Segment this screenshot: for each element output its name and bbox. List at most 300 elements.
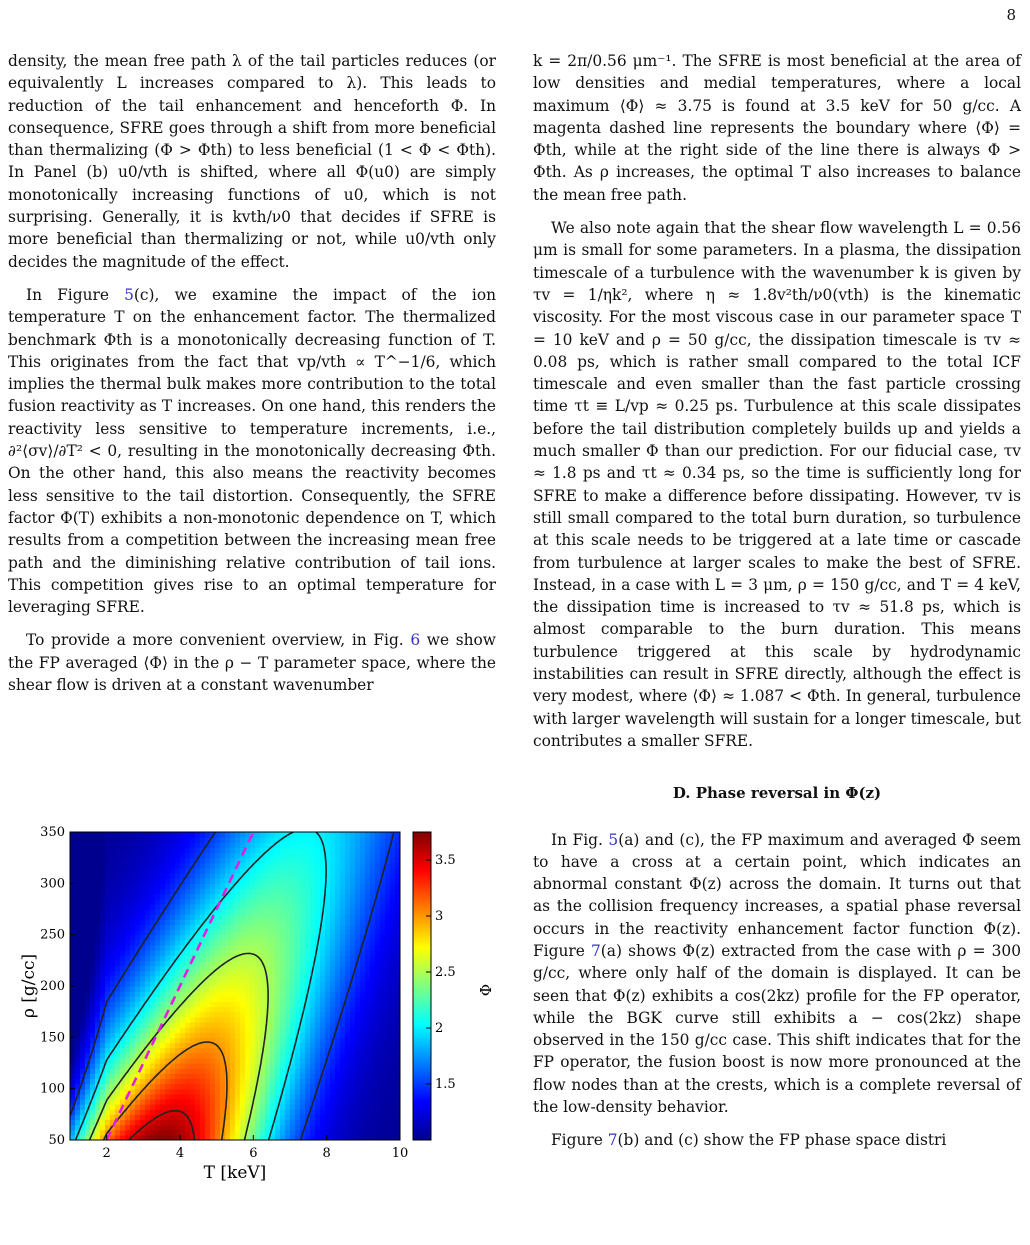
heatmap-cell <box>115 965 121 971</box>
heatmap-cell <box>330 1058 336 1064</box>
heatmap-cell <box>195 888 201 894</box>
heatmap-cell <box>315 1125 321 1131</box>
heatmap-cell <box>365 960 371 966</box>
heatmap-cell <box>130 1125 136 1131</box>
heatmap-cell <box>265 1109 271 1115</box>
heatmap-cell <box>320 1058 326 1064</box>
heatmap-cell <box>70 863 76 869</box>
heatmap-cell <box>360 1084 366 1090</box>
heatmap-cell <box>210 1001 216 1007</box>
heatmap-cell <box>225 904 231 910</box>
heatmap-cell <box>120 832 126 838</box>
heatmap-cell <box>150 873 156 879</box>
heatmap-cell <box>355 981 361 987</box>
heatmap-cell <box>255 899 261 905</box>
heatmap-cell <box>95 888 101 894</box>
heatmap-cell <box>325 1099 331 1105</box>
heatmap-cell <box>175 930 181 936</box>
heatmap-cell <box>155 950 161 956</box>
heatmap-cell <box>90 996 96 1002</box>
heatmap-cell <box>70 1068 76 1074</box>
heatmap-cell <box>265 924 271 930</box>
heatmap-cell <box>310 1078 316 1084</box>
heatmap-cell <box>325 945 331 951</box>
heatmap-cell <box>335 1084 341 1090</box>
heatmap-cell <box>315 1073 321 1079</box>
heatmap-cell <box>310 858 316 864</box>
heatmap-cell <box>360 976 366 982</box>
heatmap-cell <box>195 971 201 977</box>
heatmap-cell <box>365 909 371 915</box>
heatmap-cell <box>225 1017 231 1023</box>
heatmap-cell <box>240 899 246 905</box>
heatmap-cell <box>70 950 76 956</box>
heatmap-cell <box>260 935 266 941</box>
heatmap-cell <box>270 1017 276 1023</box>
heatmap-cell <box>370 1001 376 1007</box>
heatmap-cell <box>320 1001 326 1007</box>
heatmap-cell <box>70 960 76 966</box>
heatmap-cell <box>325 971 331 977</box>
heatmap-cell <box>280 914 286 920</box>
heatmap-cell <box>350 1109 356 1115</box>
heatmap-cell <box>230 1104 236 1110</box>
heatmap-cell <box>145 888 151 894</box>
heatmap-cell <box>245 1037 251 1043</box>
heatmap-cell <box>210 945 216 951</box>
heatmap-cell <box>110 847 116 853</box>
heatmap-cell <box>320 976 326 982</box>
heatmap-cell <box>205 878 211 884</box>
heatmap-cell <box>310 986 316 992</box>
heatmap-cell <box>365 1048 371 1054</box>
heatmap-cell <box>225 832 231 838</box>
heatmap-cell <box>270 914 276 920</box>
heatmap-cell <box>280 1032 286 1038</box>
heatmap-cell <box>275 863 281 869</box>
heatmap-cell <box>375 924 381 930</box>
heatmap-cell <box>280 945 286 951</box>
heatmap-cell <box>350 894 356 900</box>
heatmap-cell <box>335 1007 341 1013</box>
heatmap-cell <box>330 883 336 889</box>
heatmap-cell <box>115 1048 121 1054</box>
heatmap-cell <box>245 991 251 997</box>
heatmap-cell <box>275 899 281 905</box>
heatmap-cell <box>305 883 311 889</box>
heatmap-cell <box>195 837 201 843</box>
heatmap-cell <box>120 919 126 925</box>
heatmap-cell <box>320 981 326 987</box>
heatmap-cell <box>215 909 221 915</box>
heatmap-cell <box>335 914 341 920</box>
heatmap-cell <box>135 858 141 864</box>
heatmap-cell <box>305 1063 311 1069</box>
heatmap-cell <box>225 1007 231 1013</box>
paragraph: density, the mean free path λ of the tail particles reduces (or equivalently L increases compared to λ). This leads to reduction of the tail enhancement and henceforth Φ. In consequence, SFRE goes through a shift from more beneficial than thermalizing (Φ > Φth) to less beneficial (1 < Φ < Φth). In Panel (b) u0/vth is shifted, where all Φ(u0) are simply monotonically increasing functions of u0, which is not surprising. Generally, it is kvth/ν0 that decides if SFRE is more beneficial than thermalizing or not, while u0/vth only decides the magnitude of the effect. <box>8 52 496 271</box>
heatmap-cell <box>260 832 266 838</box>
heatmap-cell <box>175 878 181 884</box>
heatmap-cell <box>110 960 116 966</box>
heatmap-cell <box>70 1012 76 1018</box>
heatmap-cell <box>235 1053 241 1059</box>
heatmap-cell <box>275 1073 281 1079</box>
heatmap-cell <box>110 919 116 925</box>
heatmap-cell <box>165 878 171 884</box>
heatmap-cell <box>90 1032 96 1038</box>
heatmap-cell <box>130 858 136 864</box>
heatmap-cell <box>200 899 206 905</box>
heatmap-cell <box>355 1022 361 1028</box>
heatmap-cell <box>120 1022 126 1028</box>
heatmap-cell <box>370 1099 376 1105</box>
heatmap-cell <box>335 1073 341 1079</box>
heatmap-cell <box>355 1109 361 1115</box>
heatmap-cell <box>335 888 341 894</box>
heatmap-cell <box>80 1001 86 1007</box>
heatmap-cell <box>225 965 231 971</box>
heatmap-cell <box>335 1078 341 1084</box>
heatmap-cell <box>335 847 341 853</box>
heatmap-cell <box>370 842 376 848</box>
heatmap-cell <box>280 894 286 900</box>
heatmap-cell <box>140 1073 146 1079</box>
heatmap-cell <box>240 996 246 1002</box>
figure-ref-link[interactable]: 7 <box>590 941 601 960</box>
heatmap-cell <box>145 1114 151 1120</box>
heatmap-cell <box>385 940 391 946</box>
heatmap-cell <box>205 1042 211 1048</box>
heatmap-cell <box>240 883 246 889</box>
heatmap-cell <box>320 986 326 992</box>
heatmap-cell <box>115 883 121 889</box>
heatmap-cell <box>140 1114 146 1120</box>
heatmap-cell <box>325 1012 331 1018</box>
heatmap-cell <box>385 837 391 843</box>
figure-ref-link[interactable]: 6 <box>410 631 421 650</box>
heatmap-cell <box>215 832 221 838</box>
heatmap-cell <box>325 935 331 941</box>
heatmap-cell <box>170 1048 176 1054</box>
heatmap-cell <box>145 1027 151 1033</box>
heatmap-cell <box>255 1017 261 1023</box>
heatmap-cell <box>280 1058 286 1064</box>
heatmap-cell <box>255 1114 261 1120</box>
heatmap-cell <box>295 832 301 838</box>
heatmap-cell <box>140 914 146 920</box>
heatmap-cell <box>80 976 86 982</box>
heatmap-cell <box>240 837 246 843</box>
heatmap-cell <box>130 1001 136 1007</box>
heatmap-cell <box>125 1130 131 1136</box>
heatmap-cell <box>245 930 251 936</box>
heatmap-cell <box>350 950 356 956</box>
x-tick-label: 2 <box>102 1146 111 1161</box>
heatmap-cell <box>345 878 351 884</box>
heatmap-cell <box>175 853 181 859</box>
heatmap-cell <box>210 863 216 869</box>
heatmap-cell <box>80 914 86 920</box>
heatmap-cell <box>215 1078 221 1084</box>
heatmap-cell <box>390 847 396 853</box>
heatmap-cell <box>150 878 156 884</box>
heatmap-cell <box>300 1058 306 1064</box>
heatmap-cell <box>350 1017 356 1023</box>
heatmap-cell <box>305 965 311 971</box>
heatmap-cell <box>75 883 81 889</box>
heatmap-cell <box>360 1037 366 1043</box>
heatmap-cell <box>95 1042 101 1048</box>
heatmap-cell <box>150 909 156 915</box>
heatmap-cell <box>360 853 366 859</box>
heatmap-cell <box>210 873 216 879</box>
heatmap-cell <box>170 847 176 853</box>
heatmap-cell <box>125 976 131 982</box>
heatmap-cell <box>380 1119 386 1125</box>
heatmap-cell <box>295 878 301 884</box>
heatmap-cell <box>340 1032 346 1038</box>
heatmap-cell <box>95 924 101 930</box>
heatmap-cell <box>110 924 116 930</box>
heatmap-cell <box>355 971 361 977</box>
figure-ref-link[interactable]: 7 <box>607 1131 618 1150</box>
heatmap-cell <box>180 1089 186 1095</box>
heatmap-cell <box>305 930 311 936</box>
heatmap-cell <box>90 914 96 920</box>
heatmap-cell <box>385 1104 391 1110</box>
heatmap-cell <box>100 837 106 843</box>
heatmap-cell <box>310 930 316 936</box>
heatmap-cell <box>335 960 341 966</box>
heatmap-cell <box>160 950 166 956</box>
heatmap-cell <box>255 894 261 900</box>
heatmap-cell <box>290 914 296 920</box>
heatmap-cell <box>380 1073 386 1079</box>
heatmap-cell <box>155 1089 161 1095</box>
heatmap-cell <box>325 1078 331 1084</box>
heatmap-cell <box>260 986 266 992</box>
heatmap-cell <box>190 924 196 930</box>
heatmap-cell <box>370 868 376 874</box>
heatmap-cell <box>160 873 166 879</box>
heatmap-cell <box>130 853 136 859</box>
heatmap-cell <box>235 1007 241 1013</box>
heatmap-cell <box>75 976 81 982</box>
heatmap-cell <box>195 899 201 905</box>
heatmap-cell <box>85 909 91 915</box>
heatmap-cell <box>360 868 366 874</box>
heatmap-cell <box>190 965 196 971</box>
heatmap-cell <box>255 873 261 879</box>
heatmap-cell <box>300 981 306 987</box>
heatmap-cell <box>360 986 366 992</box>
heatmap-cell <box>175 1084 181 1090</box>
heatmap-cell <box>80 1042 86 1048</box>
heatmap-cell <box>70 842 76 848</box>
colorbar-tick-label: 3.5 <box>435 853 456 868</box>
heatmap-cell <box>370 1114 376 1120</box>
heatmap-cell <box>100 1094 106 1100</box>
heatmap-cell <box>110 1068 116 1074</box>
heatmap-cell <box>340 858 346 864</box>
heatmap-cell <box>90 991 96 997</box>
heatmap-cell <box>120 945 126 951</box>
heatmap-cell <box>200 1027 206 1033</box>
figure-ref-link[interactable]: 5 <box>608 830 619 849</box>
heatmap-cell <box>355 842 361 848</box>
heatmap-cell <box>365 1058 371 1064</box>
heatmap-cell <box>210 1104 216 1110</box>
paragraph: To provide a more convenient overview, in Fig. 6 we show the FP averaged ⟨Φ⟩ in the ρ − T parameter space, where the shear flow is driven at a constant wavenumber <box>8 631 496 695</box>
heatmap-cell <box>215 935 221 941</box>
heatmap-cell <box>250 945 256 951</box>
heatmap-cell <box>235 842 241 848</box>
heatmap-cell <box>170 832 176 838</box>
heatmap-cell <box>120 1012 126 1018</box>
heatmap-cell <box>130 945 136 951</box>
heatmap-cell <box>175 1078 181 1084</box>
heatmap-cell <box>315 914 321 920</box>
heatmap-cell <box>100 1037 106 1043</box>
heatmap-cell <box>160 888 166 894</box>
heatmap-cell <box>370 894 376 900</box>
heatmap-cell <box>125 842 131 848</box>
heatmap-cell <box>175 894 181 900</box>
heatmap-cell <box>305 950 311 956</box>
heatmap-cell <box>335 1042 341 1048</box>
heatmap-cell <box>235 919 241 925</box>
heatmap-cell <box>220 991 226 997</box>
heatmap-cell <box>225 971 231 977</box>
heatmap-cell <box>240 878 246 884</box>
heatmap-cell <box>290 1027 296 1033</box>
heatmap-cell <box>210 1099 216 1105</box>
heatmap-cell <box>145 858 151 864</box>
heatmap-cell <box>250 935 256 941</box>
heatmap-cell <box>160 996 166 1002</box>
heatmap-cell <box>300 950 306 956</box>
heatmap-cell <box>215 1022 221 1028</box>
heatmap-cell <box>120 1089 126 1095</box>
heatmap-cell <box>205 1048 211 1054</box>
heatmap-cell <box>120 1017 126 1023</box>
heatmap-cell <box>135 919 141 925</box>
y-tick-label: 100 <box>40 1081 65 1097</box>
heatmap-cell <box>115 1063 121 1069</box>
figure-ref-link[interactable]: 5 <box>124 285 134 304</box>
heatmap-cell <box>140 1104 146 1110</box>
heatmap-cell <box>365 837 371 843</box>
heatmap-cell <box>195 863 201 869</box>
heatmap-cell <box>75 1073 81 1079</box>
heatmap-cell <box>125 996 131 1002</box>
heatmap-cell <box>105 1114 111 1120</box>
heatmap-cell <box>175 1063 181 1069</box>
heatmap-cell <box>230 837 236 843</box>
heatmap-cell <box>340 935 346 941</box>
heatmap-cell <box>295 873 301 879</box>
heatmap-cell <box>350 1032 356 1038</box>
heatmap-cell <box>140 960 146 966</box>
heatmap-cell <box>85 873 91 879</box>
heatmap-cell <box>205 904 211 910</box>
heatmap-cell <box>125 873 131 879</box>
heatmap-cell <box>120 837 126 843</box>
heatmap-cell <box>390 914 396 920</box>
heatmap-cell <box>330 1119 336 1125</box>
heatmap-cell <box>370 832 376 838</box>
heatmap-cell <box>225 930 231 936</box>
heatmap-cell <box>385 868 391 874</box>
heatmap-cell <box>205 1114 211 1120</box>
heatmap-cell <box>360 888 366 894</box>
heatmap-cell <box>335 1063 341 1069</box>
heatmap-cell <box>270 899 276 905</box>
heatmap-cell <box>320 1099 326 1105</box>
heatmap-cell <box>365 868 371 874</box>
heatmap-cell <box>355 894 361 900</box>
heatmap-cell <box>70 1017 76 1023</box>
heatmap-cell <box>335 1053 341 1059</box>
heatmap-cell <box>230 894 236 900</box>
heatmap-cell <box>295 904 301 910</box>
heatmap-cell <box>320 878 326 884</box>
heatmap-cell <box>240 1063 246 1069</box>
heatmap-cell <box>385 924 391 930</box>
heatmap-cell <box>290 1022 296 1028</box>
heatmap-cell <box>345 965 351 971</box>
heatmap-cell <box>390 873 396 879</box>
heatmap-cell <box>250 842 256 848</box>
heatmap-cell <box>260 1109 266 1115</box>
heatmap-cell <box>290 899 296 905</box>
heatmap-cell <box>380 1037 386 1043</box>
heatmap-cell <box>100 924 106 930</box>
heatmap-cell <box>180 960 186 966</box>
heatmap-cell <box>140 955 146 961</box>
heatmap-cell <box>285 1099 291 1105</box>
heatmap-cell <box>270 1048 276 1054</box>
heatmap-cell <box>340 1104 346 1110</box>
heatmap-cell <box>335 883 341 889</box>
heatmap-cell <box>335 965 341 971</box>
heatmap-cell <box>175 945 181 951</box>
heatmap-cell <box>290 1114 296 1120</box>
heatmap-cell <box>380 1001 386 1007</box>
heatmap-cell <box>135 1001 141 1007</box>
heatmap-cell <box>320 1037 326 1043</box>
heatmap-cell <box>250 1053 256 1059</box>
heatmap-cell <box>110 965 116 971</box>
heatmap-cell <box>325 832 331 838</box>
heatmap-cell <box>75 955 81 961</box>
heatmap-cell <box>275 883 281 889</box>
heatmap-cell <box>110 1032 116 1038</box>
heatmap-cell <box>310 1125 316 1131</box>
heatmap-cell <box>290 1109 296 1115</box>
heatmap-cell <box>165 1048 171 1054</box>
heatmap-cell <box>200 837 206 843</box>
heatmap-cell <box>380 960 386 966</box>
heatmap-cell <box>295 935 301 941</box>
heatmap-cell <box>80 1089 86 1095</box>
heatmap-cell <box>340 853 346 859</box>
heatmap-cell <box>130 894 136 900</box>
heatmap-cell <box>235 837 241 843</box>
heatmap-cell <box>300 1089 306 1095</box>
heatmap-cell <box>330 1109 336 1115</box>
heatmap-cell <box>360 996 366 1002</box>
